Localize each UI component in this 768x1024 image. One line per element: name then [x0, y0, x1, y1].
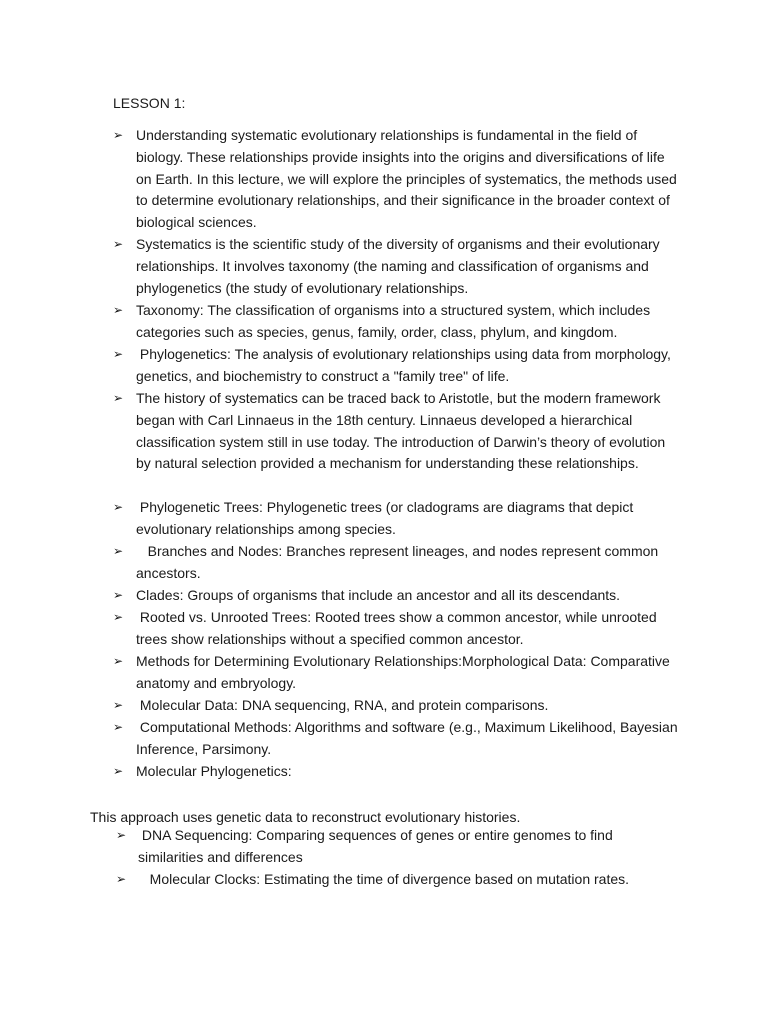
list-item-text: Rooted vs. Unrooted Trees: Rooted trees show a common ancestor, while unrooted trees show relationships without a specified common ancestor. [136, 609, 661, 647]
list-item-text: Clades: Groups of organisms that include an ancestor and all its descendants. [136, 587, 621, 603]
arrow-bullet-icon: ➢ [113, 720, 124, 734]
list-item-text: Systematics is the scientific study of the diversity of organisms and their evolutionary relationships. It involves taxonomy (the naming and classification of organisms and phylogenetics (the study of evolutionary relationships. [136, 236, 664, 296]
list-item-text: Understanding systematic evolutionary relationships is fundamental in the field of biology. These relationships provide insights into the origins and diversifications of life on Earth. In this lecture, we will explore the principles of systematics, the methods used to determine evolutionary relationships, and their significance in the broader context of biological sciences. [136, 127, 681, 231]
arrow-bullet-icon: ➢ [113, 500, 124, 514]
arrow-bullet-icon: ➢ [116, 828, 127, 842]
arrow-bullet-icon: ➢ [113, 654, 124, 668]
lesson-heading: LESSON 1: [113, 95, 186, 111]
list-item-text: The history of systematics can be traced back to Aristotle, but the modern framework began with Carl Linnaeus in the 18th century. Linnaeus developed a hierarchical classification system still in use today. The introduction of Darwin’s theory of evolution by natural selection provided a mechanism for understanding these relationships. [136, 390, 670, 472]
arrow-bullet-icon: ➢ [113, 544, 124, 558]
body-paragraph: This approach uses genetic data to reconstruct evolutionary histories. [90, 809, 521, 825]
list-item-text: Computational Methods: Algorithms and software (e.g., Maximum Likelihood, Bayesian Inference, Parsimony. [136, 719, 682, 757]
list-item-text: Methods for Determining Evolutionary Relationships:Morphological Data: Comparative anatomy and embryology. [136, 653, 674, 691]
arrow-bullet-icon: ➢ [113, 698, 124, 712]
list-item-text: Molecular Clocks: Estimating the time of divergence based on mutation rates. [138, 871, 630, 887]
list-item-text: Phylogenetics: The analysis of evolutionary relationships using data from morphology, genetics, and biochemistry to construct a "family tree" of life. [136, 346, 675, 384]
list-item-text: Molecular Data: DNA sequencing, RNA, and protein comparisons. [136, 697, 549, 713]
arrow-bullet-icon: ➢ [113, 764, 124, 778]
arrow-bullet-icon: ➢ [113, 237, 124, 251]
arrow-bullet-icon: ➢ [113, 128, 124, 142]
list-item-text: Phylogenetic Trees: Phylogenetic trees (or cladograms are diagrams that depict evolutionary relationships among species. [136, 499, 638, 537]
arrow-bullet-icon: ➢ [113, 610, 124, 624]
list-item-text: DNA Sequencing: Comparing sequences of genes or entire genomes to find similarities and differences [138, 827, 617, 865]
arrow-bullet-icon: ➢ [113, 347, 124, 361]
arrow-bullet-icon: ➢ [113, 391, 124, 405]
arrow-bullet-icon: ➢ [116, 872, 127, 886]
list-item-text: Branches and Nodes: Branches represent lineages, and nodes represent common ancestors. [136, 543, 663, 581]
arrow-bullet-icon: ➢ [113, 303, 124, 317]
list-item-text: Molecular Phylogenetics: [136, 763, 292, 779]
list-item-text: Taxonomy: The classification of organisms into a structured system, which includes categories such as species, genus, family, order, class, phylum, and kingdom. [136, 302, 654, 340]
arrow-bullet-icon: ➢ [113, 588, 124, 602]
